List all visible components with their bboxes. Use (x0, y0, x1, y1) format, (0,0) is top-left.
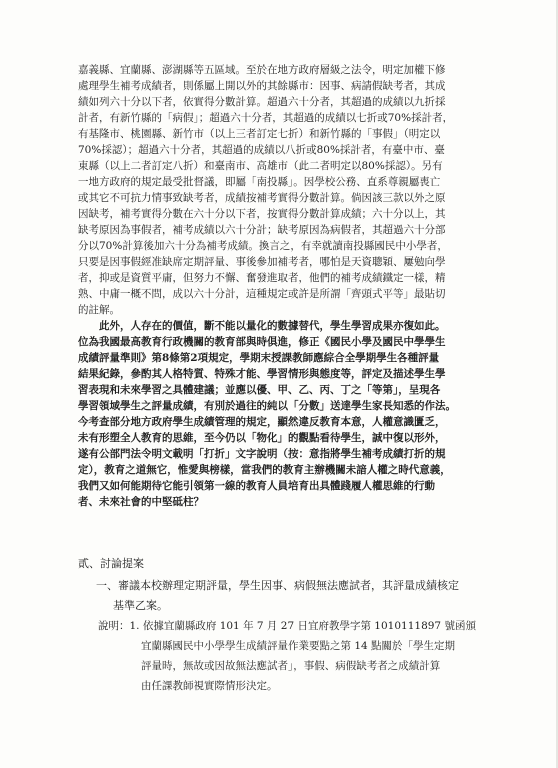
body-line: 70%採認）；超過六十分者，其超過的成績以八折或80%採計者，有臺中市、臺 (78, 144, 445, 156)
body-line: 分以70%計算後加六十分為補考成績。換言之，有幸就讀南投縣國民中小學者， (78, 240, 448, 252)
body-line: 處理學生補考成績者，則係屬上開以外的其餘縣市：因事、病請假缺考者，其成 (78, 80, 446, 92)
body-line: 或其它不可抗力情事致缺考者，成績按補考實得分數計算。倘因該三款以外之原 (78, 192, 446, 204)
bold-line: 今考查部分地方政府學生成績管理的規定，顯然違反教育本意，人權意識匱乏， (78, 416, 446, 428)
body-line: 一地方政府的規定最受批督議，即屬「南投縣」。因學校公務、直系尊親屬喪亡 (78, 176, 441, 188)
bold-line: 位為我國最高教育行政機關的教育部與時俱進，修正《國民小學及國民中學學生 (78, 336, 446, 348)
bold-line: 遂有公部門法令明文載明「打折」文字說明（按：意指將學生補考成績打折的規 (78, 448, 446, 460)
bold-line: 未有形塑全人教育的思維，至今仍以「物化」的觀點看待學生，誠中復以形外， (78, 432, 446, 444)
document-body (78, 62, 464, 510)
bold-line: 定），教育之道無它，惟愛與榜樣，當我們的教育主辦機關未諳人權之時代意義， (78, 464, 451, 476)
body-line: 缺考原因為事假者，補考成績以六十分計；缺考原因為病假者，其超過六十分部 (78, 224, 446, 236)
explanation-line: 說明：1. 依據宜蘭縣政府 101 年 7 月 27 日宜府教學字第 1010111897 號函頒 (98, 620, 476, 632)
body-line: 者，抑或是資質平庸，但努力不懈、奮發進取者，他們的補考成績鐵定一樣，精 (78, 272, 446, 284)
bold-line: 習表現和未來學習之具體建議；並應以優、甲、乙、丙、丁之「等第」，呈現各 (78, 384, 441, 396)
body-line: 績如列六十分以下者，依實得分數計算。超過六十分者，其超過的成績以九折採 (78, 96, 446, 108)
body-line: 嘉義縣、宜蘭縣、澎湖縣等五區域。至於在地方政府層級之法令，明定加權下修 (78, 64, 446, 76)
explanation-line: 評量時，無故或因故無法應試者」，事假、病假缺考者之成績計算 (141, 660, 441, 672)
bold-line: 結果紀錄，參酌其人格特質、特殊才能、學習情形與態度等，評定及描述學生學 (78, 368, 446, 380)
body-line: 東縣（以上二者訂定八折）和臺南市、高雄市（此二者明定以80%採認）。另有 (78, 160, 443, 172)
bold-line: 者、未來社會的中堅砥柱？ (78, 496, 204, 508)
explanation-line: 由任課教師視實際情形決定。 (141, 680, 278, 692)
body-line: 的註解。 (78, 304, 120, 316)
bold-line: 此外，人存在的價值，斷不能以量化的數據替代，學生學習成果亦復如此。 (99, 320, 446, 332)
bold-line: 學習領域學生之評量成績，有別於過往的純以「分數」送達學生家長知悉的作法。 (78, 400, 456, 412)
body-line: 有基隆市、桃園縣、新竹市（以上三者訂定七折）和新竹縣的「事假」（明定以 (78, 128, 441, 140)
body-line: 只要是因事假經准缺席定期評量、事後參加補考者，哪怕是天資聰穎、屢勉向學 (78, 256, 446, 268)
section-heading: 貳、討論提案 (78, 557, 144, 570)
bold-line: 我們又如何能期待它能引領第一線的教育人員培育出具體踐履人權思維的行動 (78, 480, 435, 492)
bold-line: 成績評量準則》第8條第2項規定，學期末授課教師應綜合全學期學生各種評量 (78, 352, 440, 364)
body-line: 計者，有新竹縣的「病假」；超過六十分者，其超過的成績以七折或70%採計者， (78, 112, 454, 124)
proposal-line: 基準乙案。 (113, 599, 168, 612)
explanation (98, 616, 478, 696)
explanation-line: 宜蘭縣國民中小學學生成績評量作業要點之第 14 點關於「學生定期 (141, 640, 456, 652)
proposal-line: 一、審議本校辦理定期評量，學生因事、病假無法應試者，其評量成績核定 (96, 579, 459, 592)
proposal (96, 576, 476, 616)
body-line: 因缺考，補考實得分數在六十分以下者，按實得分數計算成績；六十分以上，其 (78, 208, 446, 220)
body-line: 熟、中庸一概不問，成以六十分計，這種規定或許是所謂「齊頭式平等」最貼切 (78, 288, 446, 300)
